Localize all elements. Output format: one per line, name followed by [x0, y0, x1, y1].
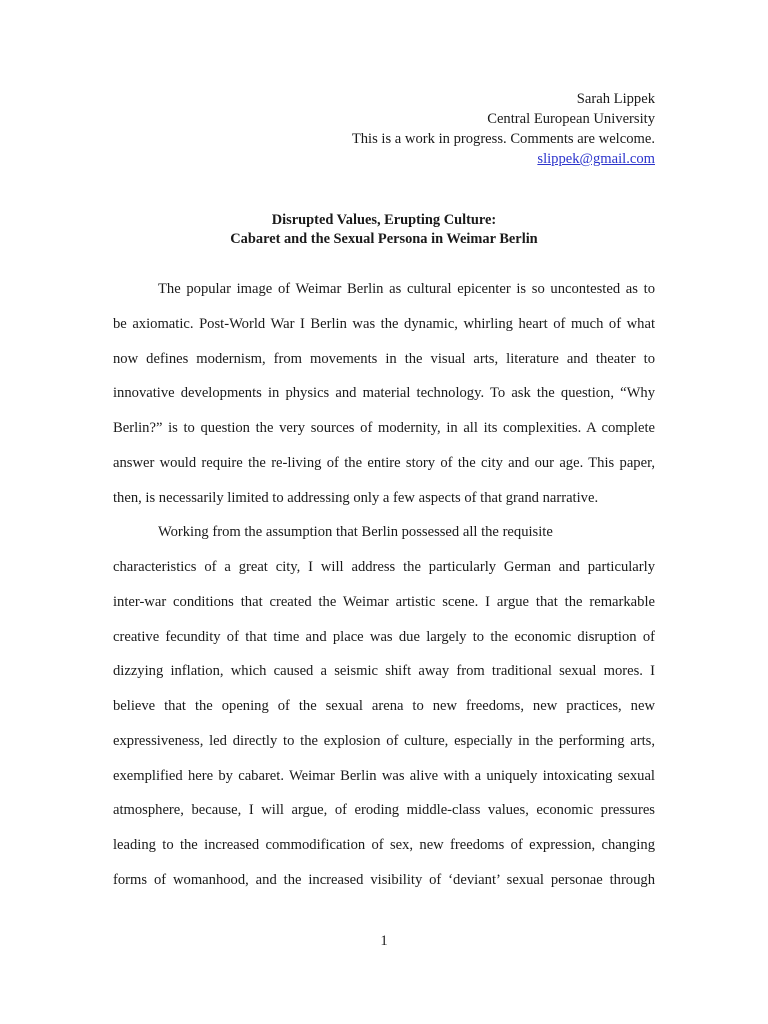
page-number: 1: [380, 933, 388, 949]
author-institution: Central European University: [487, 111, 655, 127]
author-header: [352, 89, 655, 169]
paragraph-2-line-5: dizzying inflation, which caused a seismic shift away from traditional sexual mores. I: [113, 663, 655, 680]
paragraph-2-line-4: creative fecundity of that time and place was due largely to the economic disruption of: [113, 628, 655, 645]
paragraph-2-line-7: expressiveness, led directly to the explosion of culture, especially in the performing arts,: [113, 732, 655, 749]
title-line-2: Cabaret and the Sexual Persona in Weimar Berlin: [230, 231, 538, 247]
paragraph-1-line-7: then, is necessarily limited to addressing only a few aspects of that grand narrative.: [113, 489, 599, 506]
author-note: This is a work in progress. Comments are welcome.: [351, 131, 655, 147]
paragraph-1-line-4: innovative developments in physics and material technology. To ask the question, “Why: [113, 385, 655, 402]
paper-title: [0, 211, 768, 249]
title-line-1: Disrupted Values, Erupting Culture:: [271, 212, 497, 228]
paragraph-1-line-3: now defines modernism, from movements in the visual arts, literature and theater to: [113, 350, 655, 367]
paragraph-1-line-5: Berlin?” is to question the very sources of modernity, in all its complexities. A complete: [113, 420, 655, 436]
paragraph-2-line-9: atmosphere, because, I will argue, of eroding middle-class values, economic pressures: [113, 802, 655, 819]
paragraph-1-line-2: be axiomatic. Post-World War I Berlin was the dynamic, whirling heart of much of what: [113, 315, 655, 332]
paragraph-2-line-8: exemplified here by cabaret. Weimar Berlin was alive with a uniquely intoxicating sexual: [113, 767, 655, 784]
paragraph-2-line-1: Working from the assumption that Berlin possessed all the requisite: [158, 524, 553, 541]
paragraph-2-line-10: leading to the increased commodification of sex, new freedoms of expression, changing: [113, 837, 655, 853]
paragraph-2-line-6: believe that the opening of the sexual arena to new freedoms, new practices, new: [113, 698, 655, 714]
paragraph-2-line-11: forms of womanhood, and the increased visibility of ‘deviant’ sexual personae through: [113, 871, 655, 888]
email-link[interactable]: slippek@gmail.com: [537, 151, 655, 167]
body-text: [113, 281, 655, 907]
paragraph-1-line-6: answer would require the re-living of the entire story of the city and our age. This paper,: [113, 454, 655, 471]
paragraph-1-line-1: The popular image of Weimar Berlin as cultural epicenter is so uncontested as to: [158, 281, 655, 297]
paragraph-2-line-2: characteristics of a great city, I will address the particularly German and particularly: [113, 559, 655, 575]
paragraph-2-line-3: inter-war conditions that created the Weimar artistic scene. I argue that the remarkable: [113, 593, 655, 610]
author-name: Sarah Lippek: [576, 91, 655, 107]
